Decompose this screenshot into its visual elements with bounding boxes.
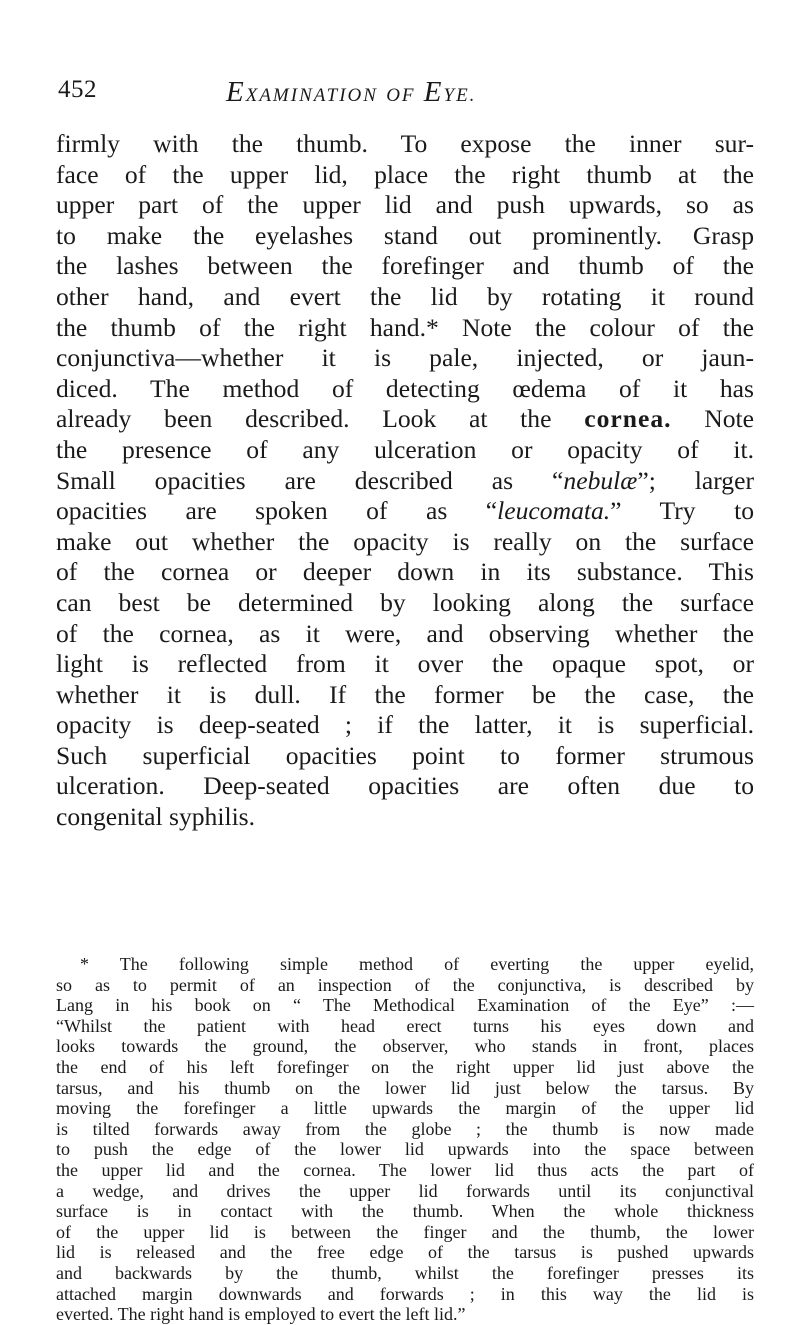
footnote-line: of the upper lid is between the finger and the thumb, the lower (56, 1221, 754, 1242)
text-line: make out whether the opacity is really on the surface (56, 526, 754, 556)
text-line: light is reflected from it over the opaque spot, or (56, 649, 754, 679)
text-line: of the cornea or deeper down in its substance. This (56, 557, 754, 587)
term-leucomata: leucomata. (497, 496, 611, 526)
text-line: to make the eyelashes stand out prominently. Grasp (56, 220, 754, 250)
footnote (56, 954, 754, 1325)
text-line: already been described. Look at the cornea. Note (56, 404, 755, 434)
text-line: face of the upper lid, place the right thumb at the (56, 159, 754, 189)
text-line: ulceration. Deep-seated opacities are often due to (56, 771, 754, 801)
text-line: the lashes between the forefinger and thumb of the (56, 251, 754, 281)
text-line: whether it is dull. If the former be the case, the (56, 679, 754, 709)
text-line: upper part of the upper lid and push upwards, so as (56, 190, 754, 220)
footnote-line: looks towards the ground, the observer, who stands in front, places (56, 1036, 754, 1057)
footnote-line: surface is in contact with the thumb. When the whole thickness (56, 1201, 754, 1222)
page-number: 452 (58, 76, 97, 103)
footnote-line: moving the forefinger a little upwards the margin of the upper lid (56, 1098, 754, 1119)
footnote-line: attached margin downwards and forwards ; in this way the lid is (56, 1283, 754, 1304)
footnote-line: * The following simple method of everting the upper eyelid, (80, 954, 754, 974)
footnote-line: tarsus, and his thumb on the lower lid just below the tarsus. By (56, 1077, 754, 1098)
text-line: the presence of any ulceration or opacity of it. (56, 434, 754, 464)
cornea-heading: cornea. (584, 404, 672, 434)
text-line: congenital syphilis. (56, 802, 256, 832)
footnote-line: so as to permit of an inspection of the conjunctiva, is described by (56, 974, 754, 995)
running-title: EXAMINATION OF EYE. (226, 76, 477, 108)
footnote-line: Lang in his book on “ The Methodical Examination of the Eye” :— (56, 995, 754, 1016)
text-line: Small opacities are described as “nebulæ”; larger (56, 465, 754, 495)
main-paragraph (56, 129, 754, 833)
footnote-line: is tilted forwards away from the globe ; the thumb is now made (56, 1118, 754, 1139)
text-line: Such superficial opacities point to former strumous (56, 740, 754, 770)
footnote-line: a wedge, and drives the upper lid forwards until its conjunctival (56, 1180, 754, 1201)
text-line: diced. The method of detecting œdema of it has (56, 373, 754, 403)
text-line: opacity is deep-seated ; if the latter, it is superficial. (56, 710, 754, 740)
footnote-line: everted. The right hand is employed to evert the left lid.” (56, 1304, 466, 1325)
page-header (58, 76, 748, 110)
text-line: of the cornea, as it were, and observing whether the (56, 618, 754, 648)
footnote-line: the upper lid and the cornea. The lower lid thus acts the part of (56, 1159, 754, 1180)
text-line: the thumb of the right hand.* Note the colour of the (56, 312, 754, 342)
term-nebulae: nebulæ (563, 465, 638, 495)
text-line: can best be determined by looking along the surface (56, 587, 754, 617)
text-line: firmly with the thumb. To expose the inner sur- (56, 129, 754, 158)
footnote-line: lid is released and the free edge of the tarsus is pushed upwards (56, 1242, 754, 1263)
text-line: opacities are spoken of as “leucomata.” Try to (56, 496, 755, 526)
text-line: conjunctiva—whether it is pale, injected, or jaun- (56, 343, 754, 373)
text-line: other hand, and evert the lid by rotating it round (56, 281, 754, 311)
footnote-line: and backwards by the thumb, whilst the forefinger presses its (56, 1262, 754, 1283)
footnote-line: “Whilst the patient with head erect turns his eyes down and (56, 1015, 754, 1036)
footnote-line: the end of his left forefinger on the right upper lid just above the (56, 1056, 754, 1077)
footnote-line: to push the edge of the lower lid upwards into the space between (56, 1139, 754, 1160)
